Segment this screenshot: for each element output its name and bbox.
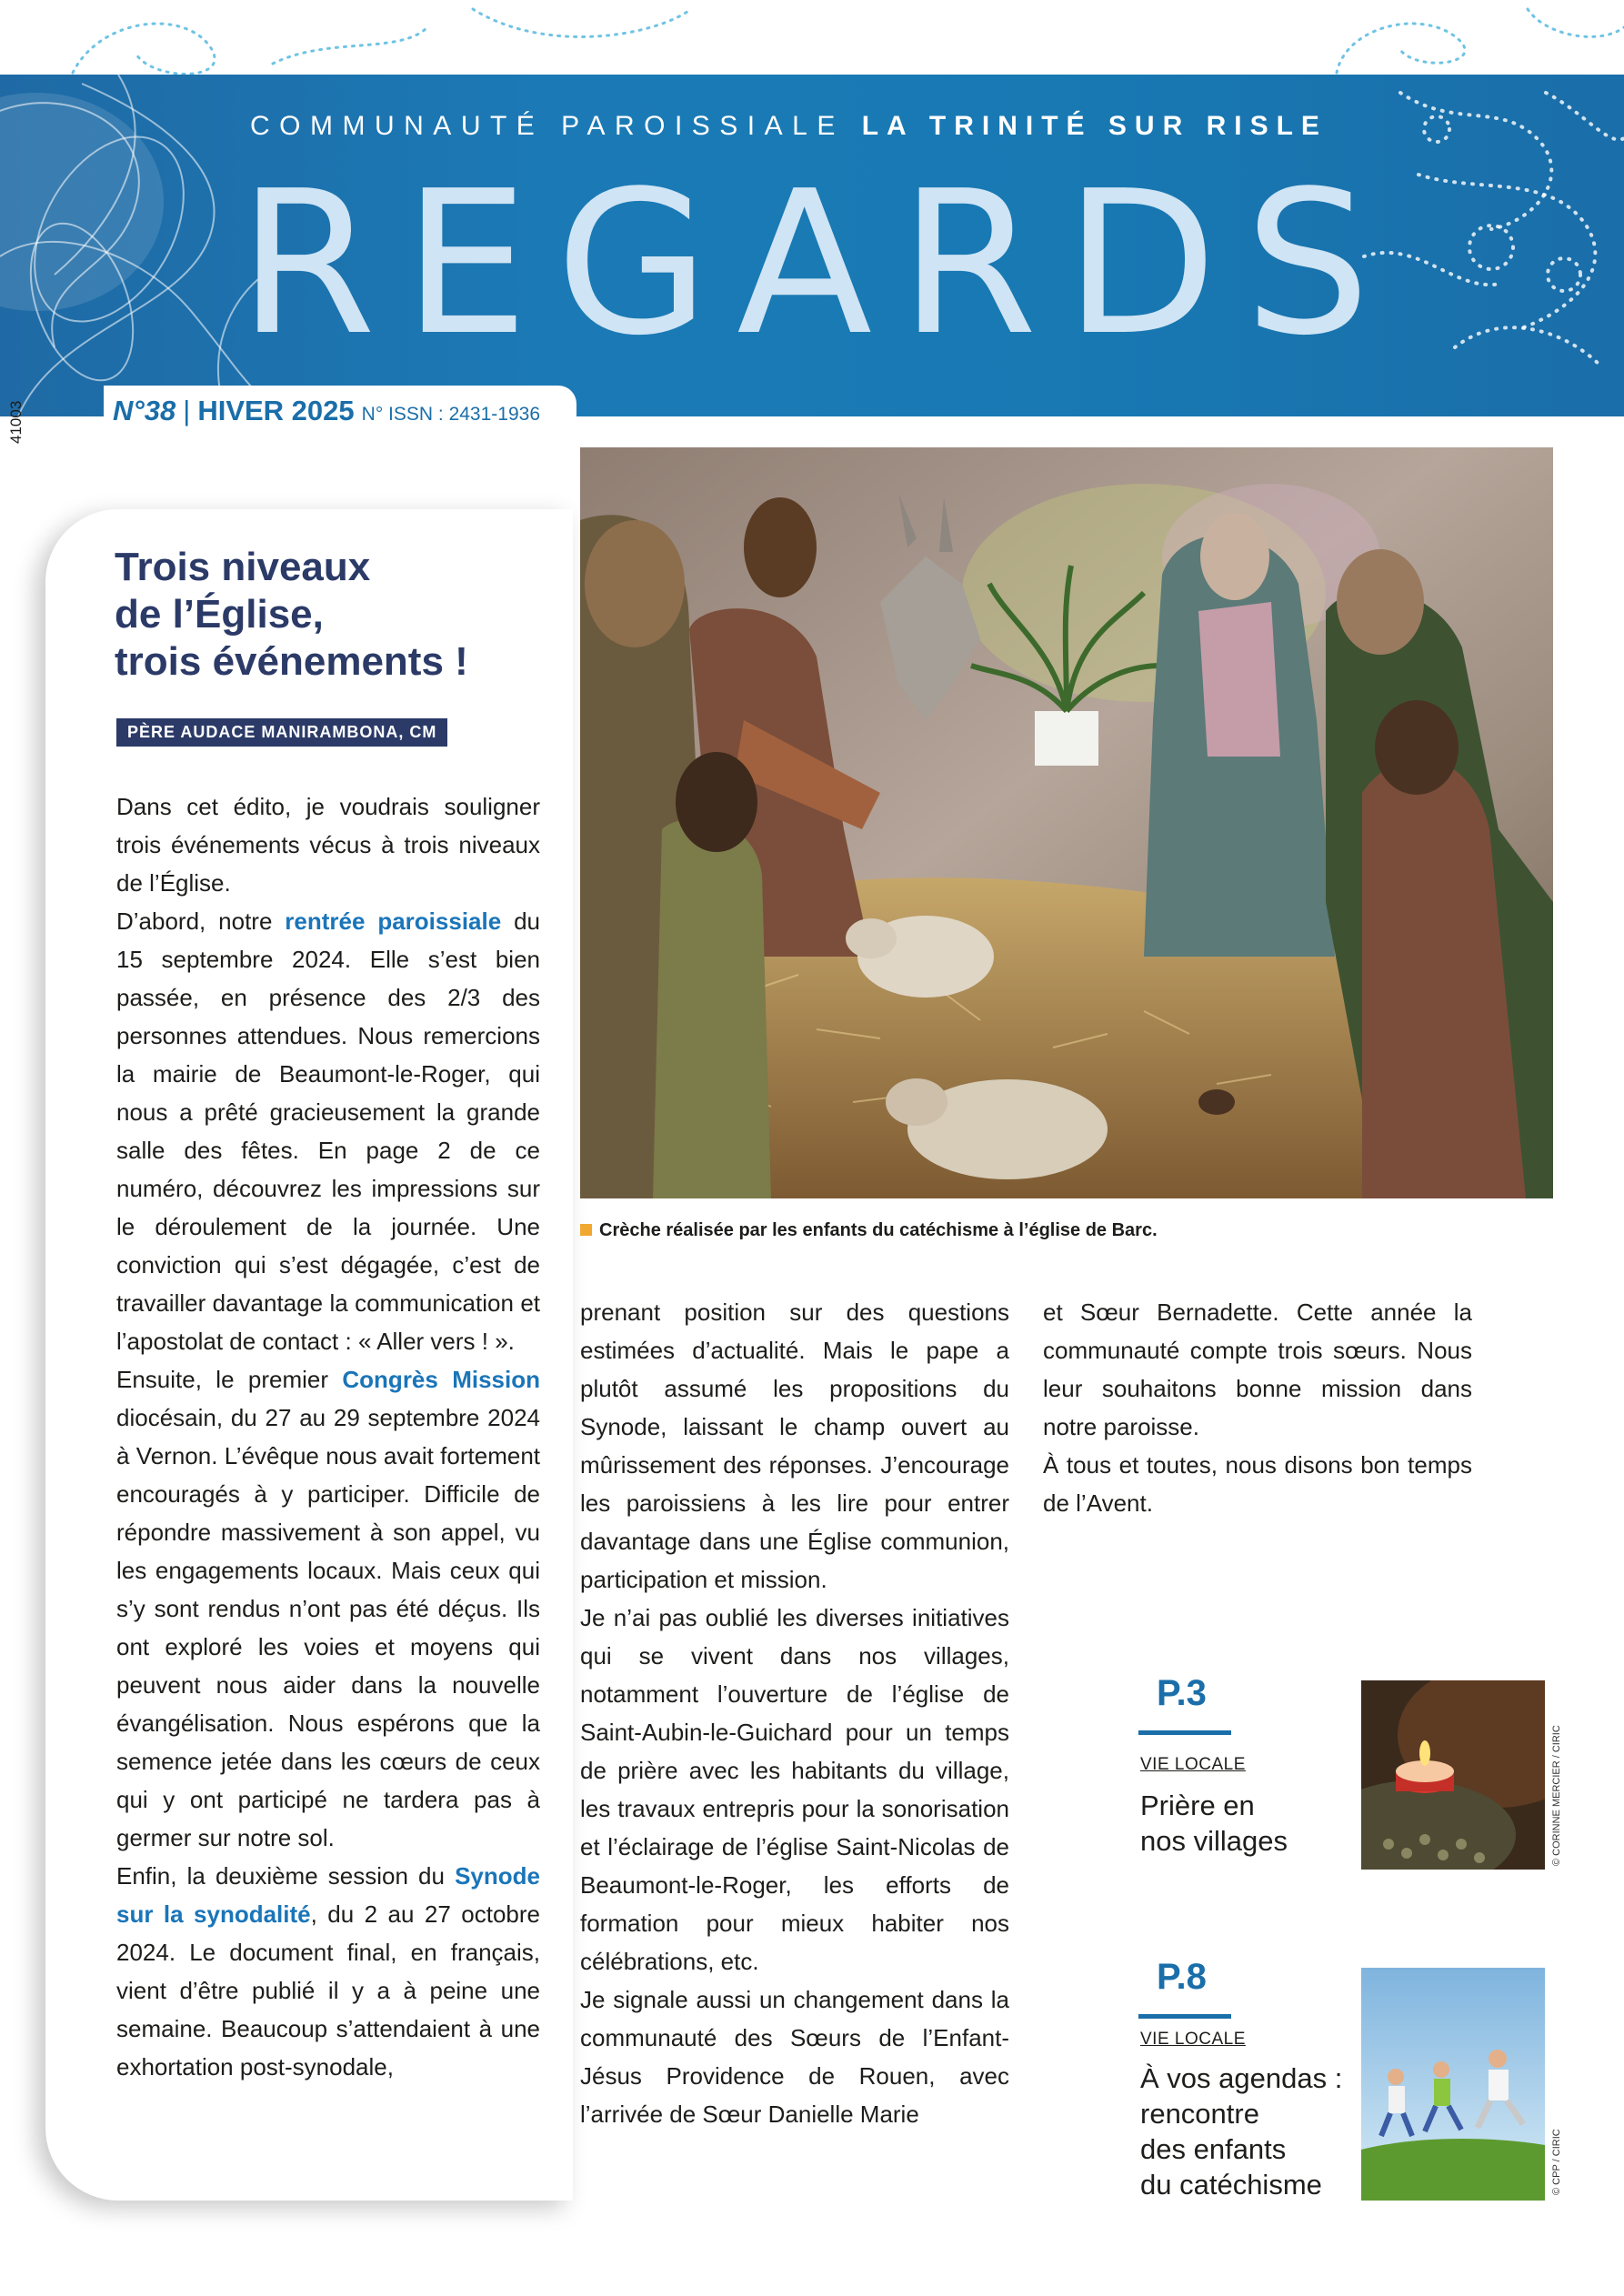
teaser-rule xyxy=(1138,2014,1231,2019)
text: D’abord, notre xyxy=(116,907,286,935)
highlight-rentree: rentrée paroissiale xyxy=(285,907,502,935)
side-code: 41003 xyxy=(7,400,25,444)
paragraph xyxy=(116,1857,540,2086)
text: du 15 septembre 2024. Elle s’est bien passée, en présence des 2/3 des personnes attendues. Nous remercions la mairie de Beaumont-le-Roger, qui nous a prêté gracieusement la grande salle des fêtes. En page 2 de ce numéro, découvrez les impressions sur le déroulement de la journée. Une conviction qui s’est dégagée, c’est de travailler davantage la communication et l’apostolat de contact : « Aller vers ! ». xyxy=(116,907,540,1355)
teaser-rule xyxy=(1138,1730,1231,1735)
issue-number: N°38 xyxy=(113,395,176,426)
issue-info xyxy=(104,386,576,436)
paragraph: Dans cet édito, je voudrais souligner trois événements vécus à trois niveaux de l’Église. xyxy=(116,793,540,897)
paragraph xyxy=(116,1360,540,1857)
masthead-banner xyxy=(0,75,1624,416)
nativity-scene-photo xyxy=(580,447,1553,1198)
paragraph: Je n’ai pas oublié les diverses initiatives qui se vivent dans nos villages, notamment l’ouverture de l’église de Saint-Aubin-le-Guichard pour un temps de prière avec les habitants du village, les travaux entrepris pour la sonorisation et l’éclairage de l’église Saint-Nicolas de Beaumont-le-Roger, les efforts de formation pour mieux habiter nos célébrations, etc. xyxy=(580,1604,1009,1975)
edito-title xyxy=(115,544,551,686)
edito-column-1 xyxy=(116,787,540,2086)
teaser-title[interactable] xyxy=(1140,2060,1342,2202)
highlight-synode: Synode sur la synodalité xyxy=(116,1862,540,1928)
edito-title-line-1: Trois niveaux xyxy=(115,545,371,589)
teaser-title-line: nos villages xyxy=(1140,1825,1288,1857)
teaser-title-line: du catéchisme xyxy=(1140,2169,1322,2201)
text: diocésain, du 27 au 29 septembre 2024 à Vernon. L’évêque nous avait fortement encouragés à y participer. Difficile de répondre massivement à son appel, vu les engagements locaux. Mais ceux qui s’y sont rendus n’ont pas été déçus. Ils ont exploré les voies et moyens qui peuvent nous aider dans la nouvelle évangélisation. Nous espérons que la semence jetée dans les cœurs de ceux qui y ont participé ne tardera pas à germer sur notre sol. xyxy=(116,1404,540,1851)
teaser-title-line: Prière en xyxy=(1140,1790,1255,1821)
teaser-thumbnail-candle xyxy=(1361,1680,1545,1870)
children-running-image xyxy=(1361,1968,1545,2201)
masthead-title: REGARDS xyxy=(238,149,1398,379)
teaser-title[interactable] xyxy=(1140,1788,1288,1859)
highlight-congres: Congrès Mission xyxy=(342,1366,540,1393)
issue-separator: | xyxy=(183,395,191,426)
text: Enfin, la deuxième session du xyxy=(116,1862,456,1890)
caption-text: Crèche réalisée par les enfants du catéchisme à l’église de Barc. xyxy=(599,1220,1158,1240)
teaser-title-line: À vos agendas : xyxy=(1140,2062,1343,2094)
paragraph: prenant position sur des questions estimées d’actualité. Mais le pape a plutôt assumé les propositions du Synode, laissant le champ ouvert au mûrissement des réponses. J’encourage les paroissiens à les lire pour entrer davantage dans une Église communion, participation et mission. xyxy=(580,1298,1009,1593)
photo-credit: © CPP / CIRIC xyxy=(1551,2129,1562,2195)
paragraph xyxy=(116,902,540,1360)
edito-column-3 xyxy=(1043,1293,1472,1522)
photo-credit: © CORINNE MERCIER / CIRIC xyxy=(1551,1725,1562,1866)
nativity-scene-image xyxy=(580,447,1553,1198)
paragraph: À tous et toutes, nous disons bon temps de l’Avent. xyxy=(1043,1451,1472,1517)
candle-image xyxy=(1361,1680,1545,1870)
teaser-rubric: VIE LOCALE xyxy=(1140,2030,1246,2049)
text: Ensuite, le premier xyxy=(116,1366,343,1393)
teaser-page-number[interactable]: P.3 xyxy=(1157,1673,1207,1713)
text: , du 2 au 27 octobre 2024. Le document final, en français, vient d’être publié il y a à peine une semaine. Beaucoup s’attendaient à une exhortation post-synodale, xyxy=(116,1900,540,2080)
teaser-title-line: des enfants xyxy=(1140,2133,1287,2165)
decorative-swirls-top xyxy=(0,0,1624,75)
issn: N° ISSN : 2431-1936 xyxy=(361,404,540,425)
paragraph: et Sœur Bernadette. Cette année la communauté compte trois sœurs. Nous leur souhaitons bonne mission dans notre paroisse. xyxy=(1043,1298,1472,1440)
tagline-prefix: COMMUNAUTÉ PAROISSIALE xyxy=(250,111,845,141)
caption-marker xyxy=(580,1224,592,1236)
paragraph: Je signale aussi un changement dans la communauté des Sœurs de l’Enfant-Jésus Providence de Rouen, avec l’arrivée de Sœur Danielle Marie xyxy=(580,1986,1009,2128)
edito-column-2 xyxy=(580,1293,1009,2133)
teaser-page-number[interactable]: P.8 xyxy=(1157,1957,1207,1997)
author-badge: PÈRE AUDACE MANIRAMBONA, CM xyxy=(116,718,447,747)
tagline xyxy=(250,111,1396,142)
teaser-title-line: rencontre xyxy=(1140,2098,1259,2130)
issue-season: HIVER 2025 xyxy=(197,395,355,426)
edito-title-line-2: de l’Église, xyxy=(115,592,324,637)
edito-title-line-3: trois événements ! xyxy=(115,639,468,684)
photo-caption xyxy=(580,1220,1158,1241)
teaser-rubric: VIE LOCALE xyxy=(1140,1755,1246,1774)
teaser-thumbnail-children xyxy=(1361,1968,1545,2201)
tagline-parish-name: LA TRINITÉ SUR RISLE xyxy=(861,111,1328,141)
